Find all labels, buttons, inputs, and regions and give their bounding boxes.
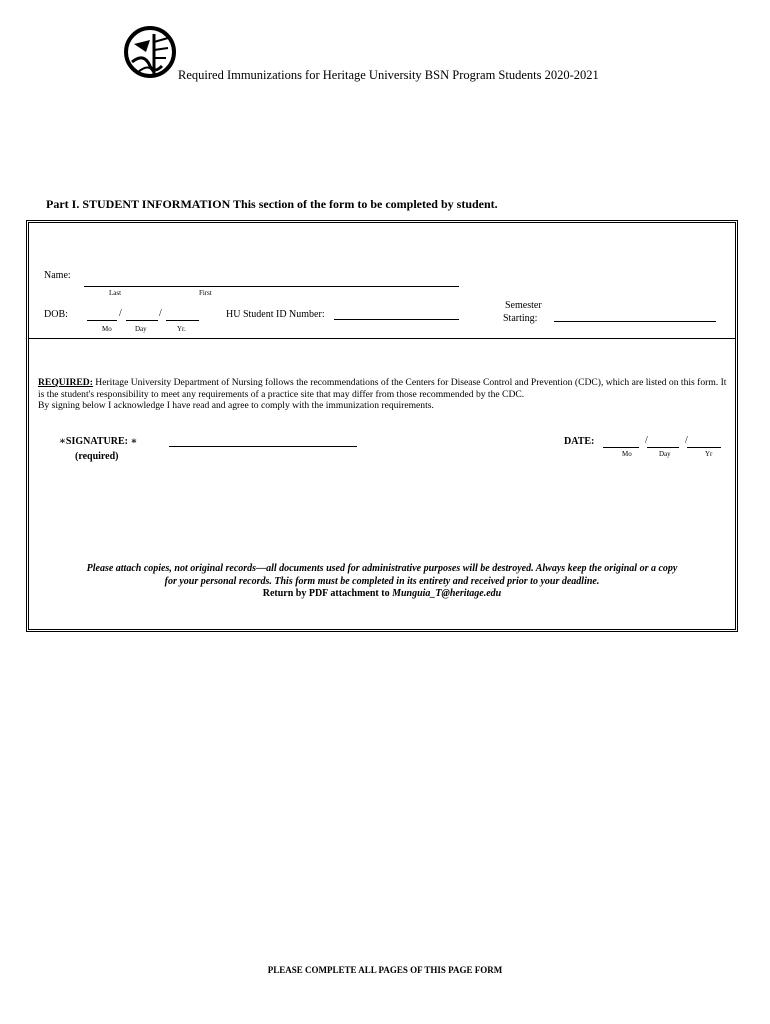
dob-day-sublabel: Day: [135, 325, 147, 333]
first-name-sublabel: First: [199, 289, 212, 297]
dob-separator: /: [119, 308, 122, 319]
date-label: DATE:: [564, 436, 595, 447]
date-day-field[interactable]: [647, 447, 679, 448]
section-divider: [29, 338, 735, 339]
date-year-field[interactable]: [687, 447, 721, 448]
date-separator: /: [645, 435, 648, 446]
name-field[interactable]: [84, 286, 459, 287]
dob-label: DOB:: [44, 309, 68, 320]
acknowledgement-text: By signing below I acknowledge I have read and agree to comply with the immunization requirements.: [38, 400, 434, 411]
attach-note-line-2: for your personal records. This form must be completed in its entirety and received prior to your deadline.: [164, 575, 600, 587]
heritage-university-logo-icon: [124, 22, 182, 82]
return-prefix: Return by PDF attachment to: [262, 588, 393, 599]
last-name-sublabel: Last: [109, 289, 122, 297]
signature-label: ∗SIGNATURE: ∗: [59, 436, 138, 447]
return-email-link[interactable]: Munguia_T@heritage.edu: [392, 588, 502, 599]
semester-starting-field[interactable]: [554, 321, 716, 322]
date-yr-sublabel: Yr: [705, 450, 713, 458]
return-instructions: [29, 588, 735, 599]
semester-label: Semester: [505, 300, 542, 311]
student-info-form: [26, 220, 738, 632]
student-id-label: HU Student ID Number:: [226, 309, 325, 320]
required-keyword: REQUIRED:: [38, 377, 93, 388]
starting-label: Starting:: [503, 313, 538, 324]
attach-copies-note: [29, 563, 735, 588]
part-heading: Part I. STUDENT INFORMATION This section of the form to be completed by student.: [46, 197, 498, 211]
required-text: Heritage University Department of Nursing follows the recommendations of the Centers for Disease Control and Prevention (CDC), which are listed on this form. It is the student's responsibility to meet any requirements of a practice site that may differ from those recommended by the CDC.: [38, 377, 727, 400]
dob-yr-sublabel: Yr.: [177, 325, 186, 333]
attach-note-line-1: Please attach copies, not original records—all documents used for administrative purposes will be destroyed. Always keep the original or a copy: [86, 563, 678, 574]
date-month-field[interactable]: [603, 447, 639, 448]
name-label: Name:: [44, 270, 71, 281]
dob-mo-sublabel: Mo: [102, 325, 112, 333]
date-day-sublabel: Day: [659, 450, 671, 458]
required-paragraph: [38, 377, 733, 412]
student-id-field[interactable]: [334, 319, 459, 320]
date-separator: /: [685, 435, 688, 446]
page-footer: PLEASE COMPLETE ALL PAGES OF THIS PAGE FORM: [267, 965, 503, 975]
dob-separator: /: [159, 308, 162, 319]
dob-year-field[interactable]: [166, 320, 199, 321]
document-title: Required Immunizations for Heritage University BSN Program Students 2020-2021: [178, 68, 599, 82]
dob-month-field[interactable]: [87, 320, 117, 321]
date-mo-sublabel: Mo: [622, 450, 632, 458]
signature-required-note: (required): [75, 451, 119, 462]
signature-field[interactable]: [169, 446, 357, 447]
dob-day-field[interactable]: [126, 320, 158, 321]
